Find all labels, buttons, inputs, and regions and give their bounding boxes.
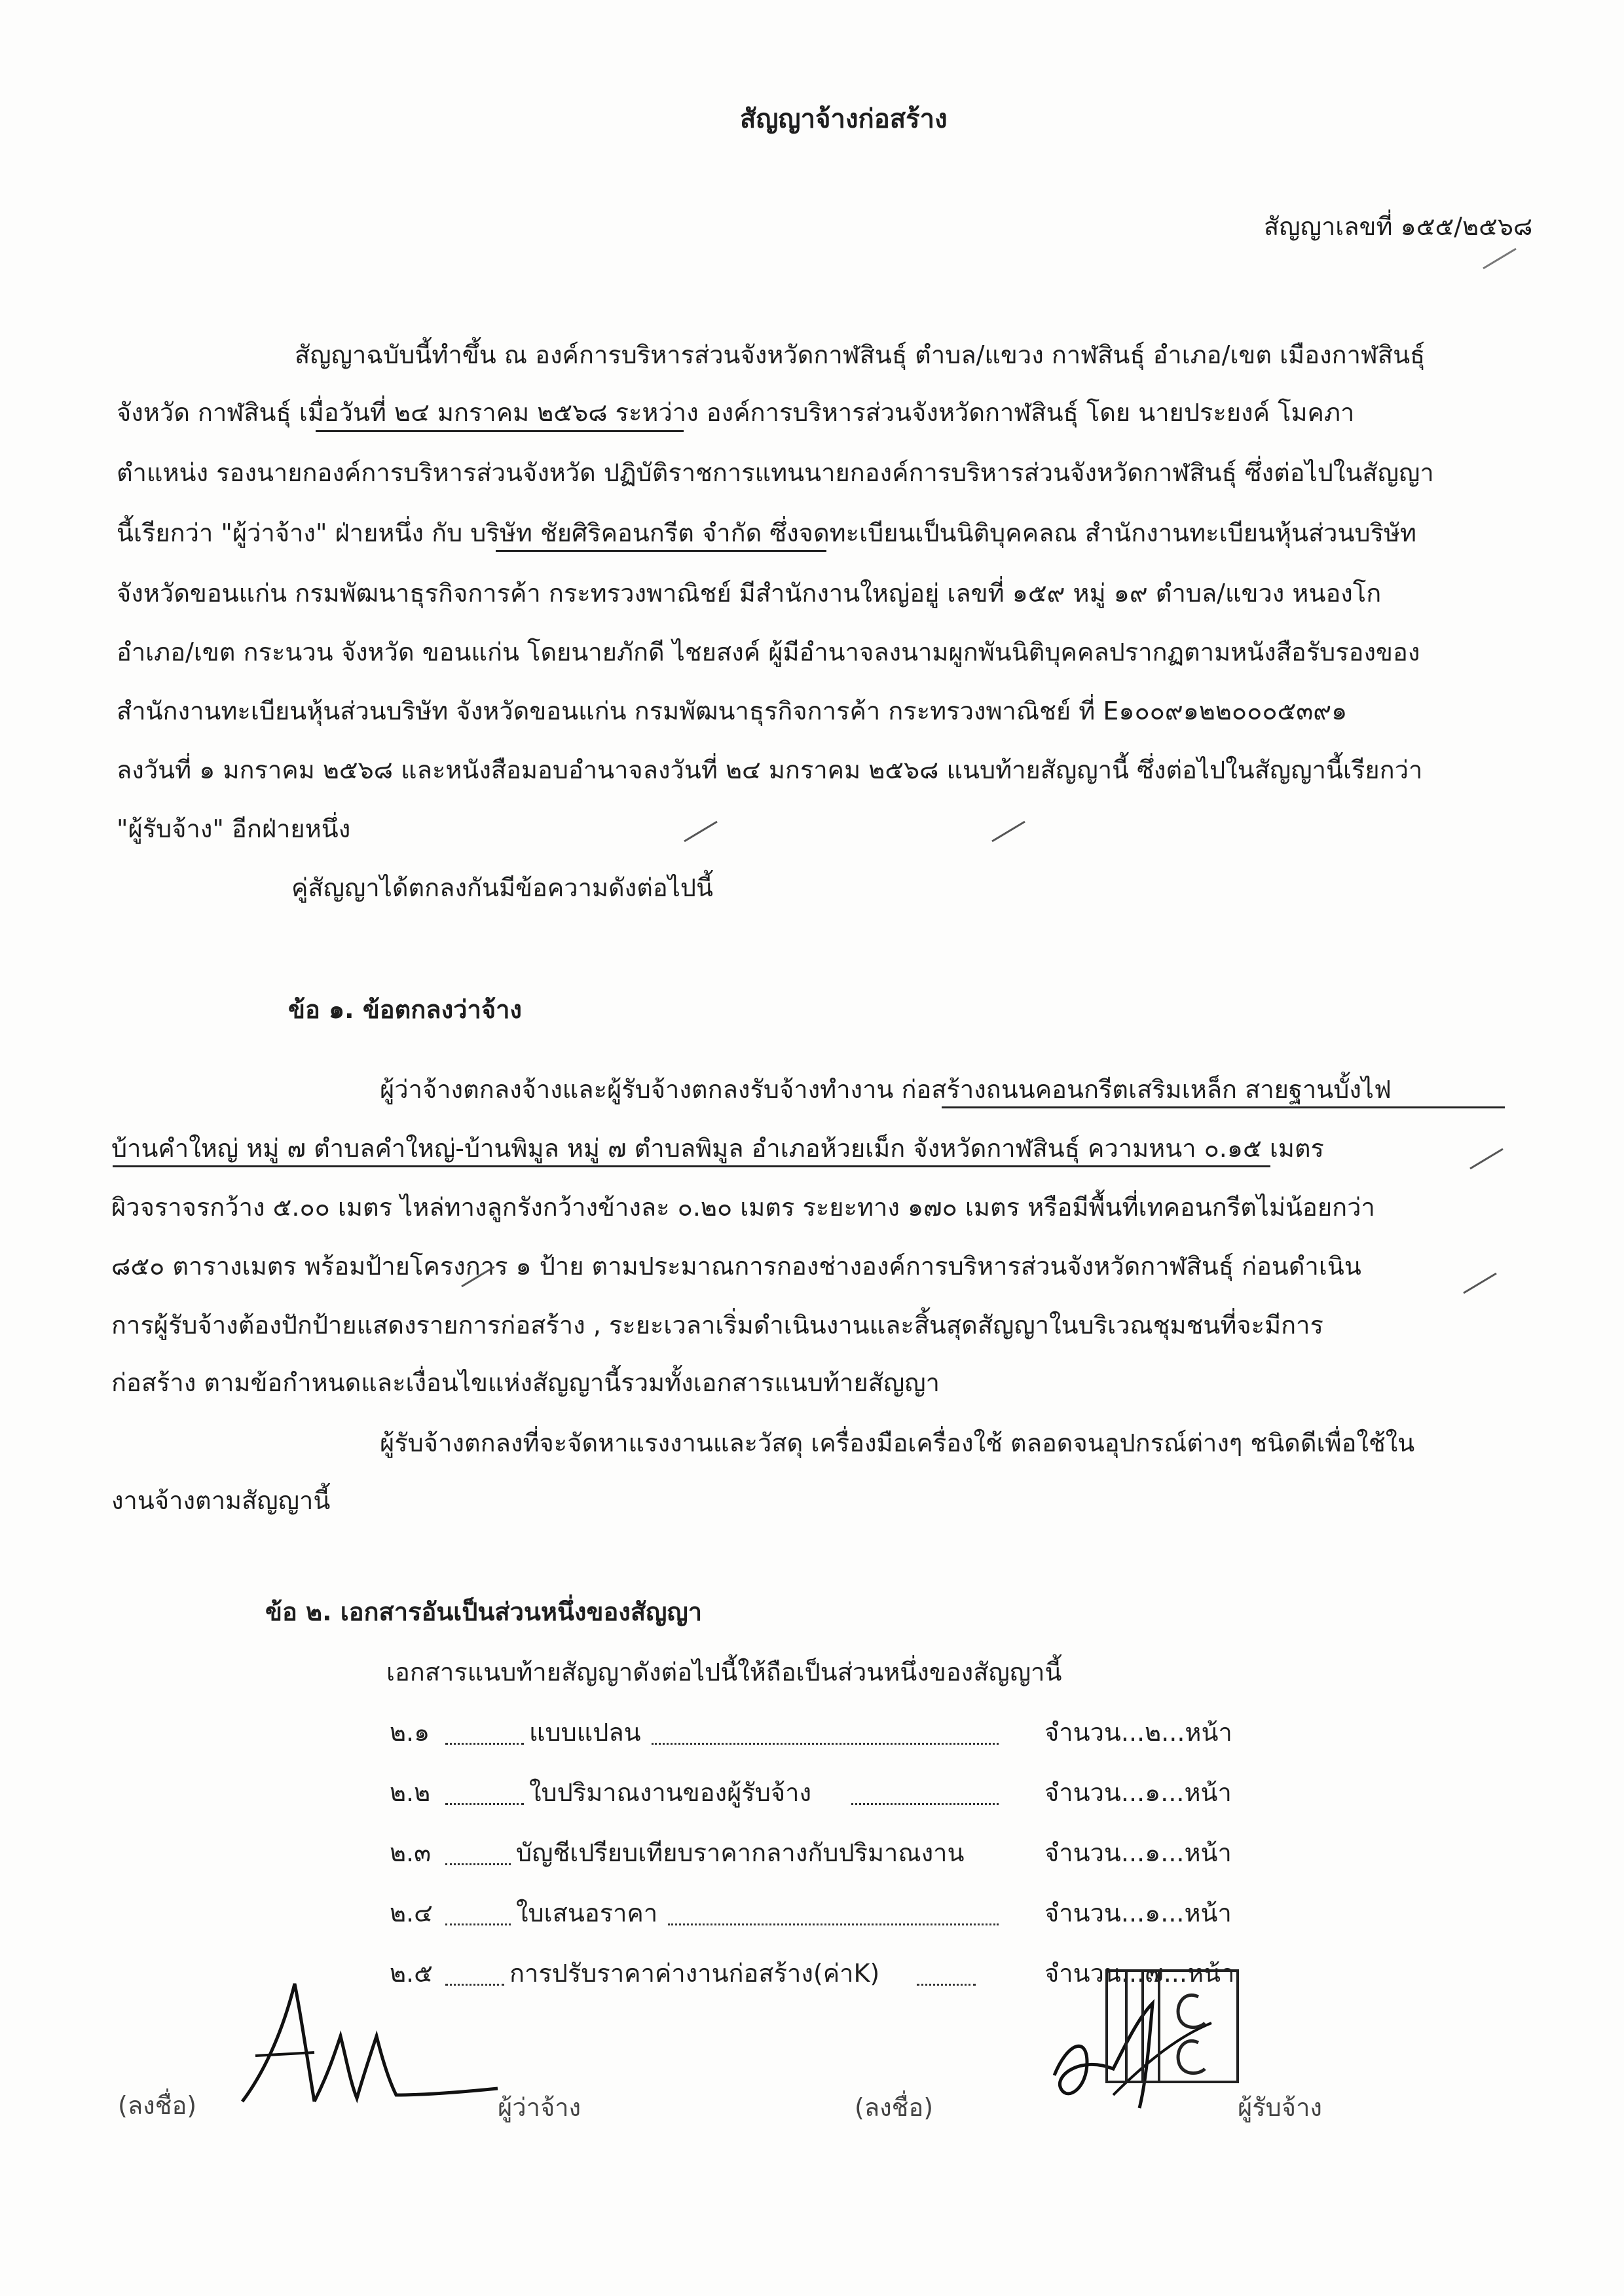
attachment-number: ๒.๔ [390,1899,433,1927]
preamble-line: จังหวัดขอนแก่น กรมพัฒนาธุรกิจการค้า กระทรวงพาณิชย์ มีสำนักงานใหญ่อยู่ เลขที่ ๑๕๙ หมู่ ๑๙ ตำบล/แขวง หนองโก [117,579,1382,608]
tick-mark [1480,246,1519,272]
attachment-name: แบบแปลน [529,1718,641,1747]
leader-dots [445,1803,524,1805]
attachment-name: บัญชีเปรียบเทียบราคากลางกับปริมาณงาน [516,1838,965,1867]
leader-dots [851,1803,999,1805]
clause-1-line: ผู้รับจ้างตกลงที่จะจัดหาแรงงานและวัสดุ เครื่องมือเครื่องใช้ ตลอดจนอุปกรณ์ต่างๆ ชนิดดีเพื่อใช้ใน [380,1429,1415,1457]
preamble-line: นี้เรียกว่า "ผู้ว่าจ้าง" ฝ่ายหนึ่ง กับ บริษัท ชัยศิริคอนกรีต จำกัด ซึ่งจดทะเบียนเป็นนิติบุคคลณ สำนักงานทะเบียนหุ้นส่วนบริษัท [117,519,1417,547]
left-sign-label: (ลงชื่อ) [118,2091,197,2120]
attachment-name: ใบปริมาณงานของผู้รับจ้าง [529,1778,812,1807]
tick-mark [1460,1270,1500,1296]
leader-dots [668,1923,999,1925]
preamble-line: สำนักงานทะเบียนหุ้นส่วนบริษัท จังหวัดขอนแก่น กรมพัฒนาธุรกิจการค้า กระทรวงพาณิชย์ ที่ E๑๐๐๙๑๒๒๐๐๐๕๓๙๑ [117,697,1348,725]
clause-1-line: การผู้รับจ้างต้องปักป้ายแสดงรายการก่อสร้าง , ระยะเวลาเริ่มดำเนินงานและสิ้นสุดสัญญาในบริเวณชุมชนที่จะมีการ [111,1311,1323,1339]
underline-project-1 [942,1106,1505,1108]
left-signature-scribble [216,1958,583,2128]
clause-1-line: ๘๕๐ ตารางเมตร พร้อมป้ายโครงการ ๑ ป้าย ตามประมาณการกองช่างองค์การบริหารส่วนจังหวัดกาฬสินธุ์ ก่อนดำเนิน [111,1252,1361,1281]
leader-dots [652,1743,999,1745]
underline-project-2 [113,1165,1270,1167]
attachment-number: ๒.๕ [390,1959,433,1988]
attachment-name: การปรับราคาค่างานก่อสร้าง(ค่าK) [509,1959,880,1988]
tick-mark [458,1264,498,1290]
clause-1-line: งานจ้างตามสัญญานี้ [111,1486,331,1515]
right-sign-label: (ลงชื่อ) [855,2093,934,2122]
tick-mark [989,818,1028,845]
leader-dots [445,1863,511,1865]
company-stamp [1100,1964,1244,2082]
attachment-count: จำนวน...๑...หน้า [1044,1899,1232,1927]
preamble-line: "ผู้รับจ้าง" อีกฝ่ายหนึ่ง [117,814,351,843]
attachment-number: ๒.๓ [390,1838,432,1867]
attachment-count: จำนวน...๑...หน้า [1044,1838,1232,1867]
attachment-count: จำนวน...๒...หน้า [1044,1718,1232,1747]
left-sign-role: ผู้ว่าจ้าง [498,2093,581,2122]
attachment-number: ๒.๒ [390,1778,431,1807]
preamble-line: อำเภอ/เขต กระนวน จังหวัด ขอนแก่น โดยนายภักดี ไชยสงค์ ผู้มีอำนาจลงนามผูกพันนิติบุคคลปรากฏตามหนังสือรับรองของ [117,638,1420,666]
underline-company [496,550,826,552]
preamble-line: สัญญาฉบับนี้ทำขึ้น ณ องค์การบริหารส่วนจังหวัดกาฬสินธุ์ ตำบล/แขวง กาฬสินธุ์ อำเภอ/เขต เมืองกาฬสินธุ์ [295,340,1426,369]
clause-2-intro: เอกสารแนบท้ายสัญญาดังต่อไปนี้ให้ถือเป็นส่วนหนึ่งของสัญญานี้ [386,1658,1062,1686]
agreement-line: คู่สัญญาได้ตกลงกันมีข้อความดังต่อไปนี้ [291,873,713,902]
contract-number: สัญญาเลขที่ ๑๕๕/๒๕๖๘ [1264,212,1533,241]
tick-mark [1467,1146,1506,1172]
leader-dots [445,1743,524,1745]
underline-date [316,430,684,432]
attachment-count: จำนวน...๑...หน้า [1044,1778,1232,1807]
attachment-count: จำนวน...๗...หน้า [1044,1959,1235,1988]
attachment-name: ใบเสนอราคา [516,1899,658,1927]
attachment-number: ๒.๑ [390,1718,430,1747]
preamble-line: ลงวันที่ ๑ มกราคม ๒๕๖๘ และหนังสือมอบอำนาจลงวันที่ ๒๔ มกราคม ๒๕๖๘ แนบท้ายสัญญานี้ ซึ่งต่อไปในสัญญานี้เรียกว่า [117,756,1423,784]
clause-1-heading: ข้อ ๑. ข้อตกลงว่าจ้าง [288,995,522,1024]
tick-mark [681,818,720,845]
right-sign-role: ผู้รับจ้าง [1238,2093,1322,2122]
clause-1-line: บ้านคำใหญ่ หมู่ ๗ ตำบลคำใหญ่-บ้านพิมูล หมู่ ๗ ตำบลพิมูล อำเภอห้วยเม็ก จังหวัดกาฬสินธุ์ ความหนา ๐.๑๕ เมตร [111,1134,1324,1163]
preamble-line: จังหวัด กาฬสินธุ์ เมื่อวันที่ ๒๔ มกราคม ๒๕๖๘ ระหว่าง องค์การบริหารส่วนจังหวัดกาฬสินธุ์ โดย นายประยงค์ โมคภา [117,398,1355,427]
preamble-line: ตำแหน่ง รองนายกองค์การบริหารส่วนจังหวัด ปฏิบัติราชการแทนนายกองค์การบริหารส่วนจังหวัดกาฬสินธุ์ ซึ่งต่อไปในสัญญา [117,458,1434,487]
clause-2-heading: ข้อ ๒. เอกสารอันเป็นส่วนหนึ่งของสัญญา [265,1597,703,1626]
document-title: สัญญาจ้างก่อสร้าง [740,104,948,134]
clause-1-line: ผิวจราจรกว้าง ๕.๐๐ เมตร ไหล่ทางลูกรังกว้างข้างละ ๐.๒๐ เมตร ระยะทาง ๑๗๐ เมตร หรือมีพื้นที่เทคอนกรีตไม่น้อยกว่า [111,1193,1375,1222]
leader-dots [917,1984,976,1986]
clause-1-line: ผู้ว่าจ้างตกลงจ้างและผู้รับจ้างตกลงรับจ้างทำงาน ก่อสร้างถนนคอนกรีตเสริมเหล็ก สายฐานบั้งไฟ [380,1075,1392,1104]
leader-dots [445,1923,511,1925]
clause-1-line: ก่อสร้าง ตามข้อกำหนดและเงื่อนไขแห่งสัญญานี้รวมทั้งเอกสารแนบท้ายสัญญา [111,1368,940,1397]
